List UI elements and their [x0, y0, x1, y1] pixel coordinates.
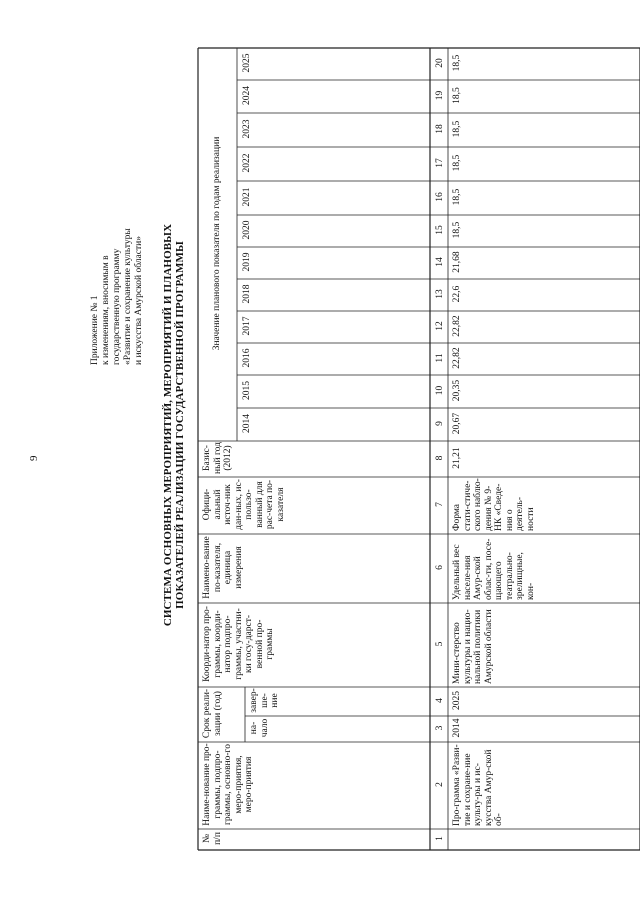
title-line: СИСТЕМА ОСНОВНЫХ МЕРОПРИЯТИЙ, МЕРОПРИЯТИЙ И ПЛАНОВЫХ — [162, 223, 174, 627]
year-header: 2019 — [242, 252, 252, 272]
column-number: 19 — [435, 90, 445, 101]
header-num: № п/п — [202, 832, 223, 845]
indicator-cell: Удельный вес населе-ния Амур-ской облас-ти, посе-щающего театрально-зрелищные, кон- — [452, 538, 536, 600]
header-indicator: Наимено-вание по-казателя, единица измерения — [202, 536, 244, 599]
appendix-line: «Развитие и сохранение культуры — [123, 228, 133, 365]
column-number: 18 — [435, 124, 445, 134]
column-number: 10 — [435, 385, 445, 396]
year-header: 2016 — [242, 348, 252, 368]
header-base: Базис-ный год (2012) — [202, 442, 233, 474]
header-name: Наиме-нование про-граммы, подпро-граммы, основно-го меро-приятия, меро-приятия — [202, 743, 254, 826]
year-value-cell: 18,5 — [452, 120, 462, 138]
start-year-cell: 2014 — [452, 718, 462, 738]
coordinator-cell: Мини-стерство культуры и нацио-нальной политики Амурской области — [452, 609, 494, 684]
column-number: 6 — [435, 565, 445, 570]
year-header: 2020 — [242, 220, 252, 240]
year-value-cell: 21,68 — [452, 251, 462, 273]
header-coordinator: Коорди-натор про-граммы, коорди-натор подпро-граммы, участни-ки госу-дарст-венной про-граммы — [202, 606, 275, 682]
column-number: 4 — [435, 698, 445, 703]
column-number: 11 — [435, 353, 445, 363]
column-number: 16 — [435, 192, 445, 202]
appendix-line: и искусства Амурской области» — [134, 236, 144, 365]
column-number: 17 — [435, 158, 445, 168]
column-number: 15 — [435, 225, 445, 235]
column-number: 13 — [435, 289, 445, 299]
year-value-cell: 18,5 — [452, 188, 462, 206]
year-value-cell: 20,67 — [452, 412, 462, 435]
column-number: 14 — [435, 257, 445, 267]
header-source: Офици-альный источ-ник дан-ных, ис-пользо-ванный для рас-чета по-казателя — [202, 479, 286, 530]
header-period: Срок реали-зации (год) — [202, 688, 223, 739]
year-header: 2017 — [242, 316, 252, 336]
year-value-cell: 18,5 — [452, 154, 462, 172]
header-planned: Значение планового показателя по годам реализации — [212, 136, 222, 351]
year-header: 2018 — [242, 284, 252, 304]
column-number: 7 — [435, 502, 445, 507]
year-header: 2022 — [242, 153, 252, 173]
column-number: 8 — [435, 455, 445, 461]
year-header: 2023 — [242, 119, 252, 139]
page-number: 9 — [28, 455, 40, 461]
header-end: завер-ше-ние — [249, 688, 280, 713]
appendix-line: государственную программу — [112, 248, 122, 365]
program-name-cell: Про-грамма «Разви-тие и сохране-ние культу-ры и ис-кусства Амур-ской об- — [452, 744, 504, 826]
appendix-line: к изменениям, вносимым в — [101, 255, 111, 365]
column-number: 20 — [435, 58, 445, 68]
column-number: 2 — [435, 782, 445, 787]
appendix-line: Приложение № 1 — [90, 295, 100, 365]
header-start: на-чало — [249, 718, 270, 738]
year-value-cell: 22,82 — [452, 347, 462, 369]
column-number: 12 — [435, 321, 445, 331]
year-value-cell: 22,82 — [452, 315, 462, 337]
year-header: 2021 — [242, 187, 252, 207]
year-header: 2024 — [242, 86, 252, 105]
title-line: ПОКАЗАТЕЛЕЙ РЕАЛИЗАЦИИ ГОСУДАРСТВЕННОЙ ПРОГРАММЫ — [174, 241, 186, 609]
year-value-cell: 20,35 — [452, 379, 462, 402]
year-value-cell: 18,5 — [452, 221, 462, 239]
column-number: 9 — [435, 421, 445, 426]
column-number: 1 — [435, 836, 445, 841]
source-cell: Форма стати-стиче-ского наблю-дения № 9-НК «Сведе-ния о деятель-ности — [452, 478, 536, 531]
column-number: 5 — [435, 641, 445, 647]
year-header: 2014 — [242, 414, 252, 433]
year-header: 2025 — [242, 53, 252, 73]
year-header: 2015 — [242, 381, 252, 400]
year-value-cell: 22,6 — [452, 285, 462, 303]
column-number: 3 — [435, 725, 445, 731]
year-value-cell: 18,5 — [452, 87, 462, 104]
base-value-cell: 21,21 — [452, 447, 462, 469]
end-year-cell: 2025 — [452, 691, 462, 710]
year-value-cell: 18,5 — [452, 54, 462, 72]
